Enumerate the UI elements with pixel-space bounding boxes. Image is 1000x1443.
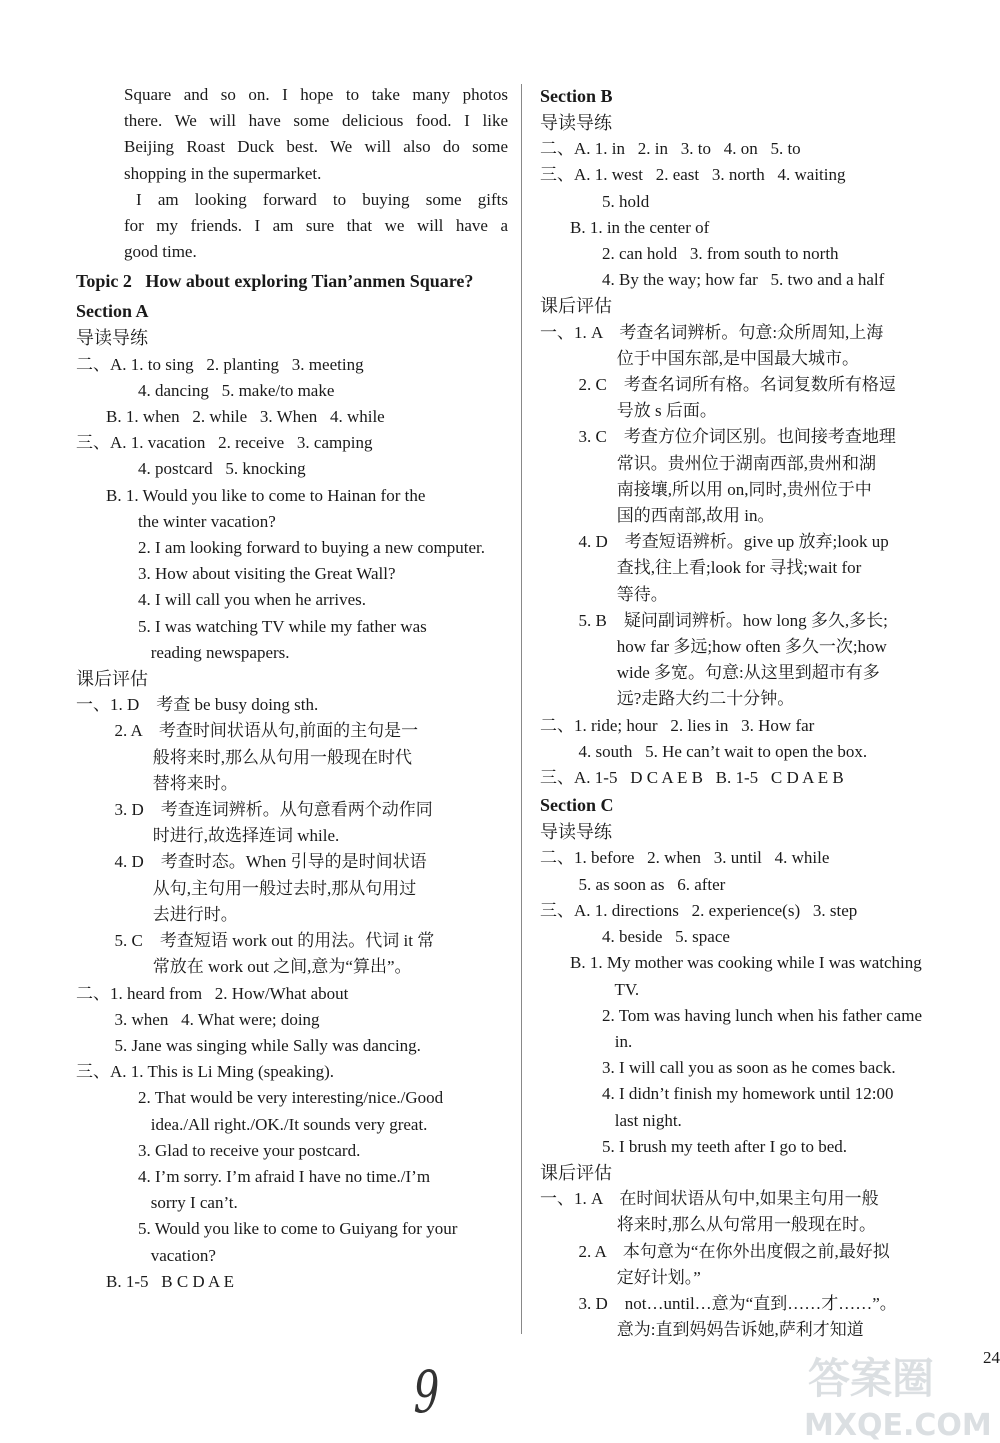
answer-line: how far 多远;how often 多久一次;how [570,637,887,657]
answer-line: 三、A. 1. west 2. east 3. north 4. waiting [540,165,846,185]
answer-line: 南接壤,所以用 on,同时,贵州位于中 [570,479,872,499]
subsection-heading: 导读导练 [540,113,612,133]
subsection-heading: 导读导练 [76,328,148,349]
handwritten-page-mark: 9 [413,1358,440,1426]
watermark-bottom-text: MXQE.COM [804,1408,992,1443]
answer-line: 去进行时。 [106,904,238,924]
answer-line: 2. A 本句意为“在你外出度假之前,最好拟 [570,1241,890,1261]
subsection-heading: 课后评估 [76,669,148,690]
answer-line: 将来时,那么从句常用一般现在时。 [570,1215,876,1235]
answer-line: 3. C 考查方位介词区别。也间接考查地理 [570,427,896,447]
topic-title: Topic 2 How about exploring Tian’anmen Square? [76,271,474,292]
answer-line: 位于中国东部,是中国最大城市。 [570,348,859,368]
answer-line: idea./All right./OK./It sounds very great. [138,1114,428,1134]
answer-line: 国的西南部,故用 in。 [570,506,775,526]
answer-line: 4. D 考查时态。When 引导的是时间状语 [106,852,427,872]
answer-line: 常识。贵州位于湖南西部,贵州和湖 [570,453,876,473]
answer-line: 4. I’m sorry. I’m afraid I have no time./I’m [138,1166,431,1186]
section-heading: Section B [540,86,613,106]
paragraph-line: Beijing Roast Duck best. We will also do some [124,137,508,157]
paragraph-line: I am looking forward to buying some gifts [136,189,508,209]
answer-line: 一、1. A 在时间状语从句中,如果主句用一般 [540,1189,879,1209]
answer-line: 般将来时,那么从句用一般现在时代 [106,747,412,767]
right-column [540,82,970,1343]
answer-line: 3. when 4. What were; doing [106,1009,320,1029]
column-divider [521,84,522,1334]
answer-line: 4. By the way; how far 5. two and a half [602,270,885,290]
left-column [76,82,508,1295]
answer-line: 2. C 考查名词所有格。名词复数所有格逗 [570,375,896,395]
answer-line: 三、A. 1. directions 2. experience(s) 3. step [540,900,858,920]
answer-line: 4. D 考查短语辨析。give up 放弃;look up [570,532,889,552]
section-heading: Section A [76,301,149,322]
answer-line: 4. I will call you when he arrives. [138,590,367,610]
answer-line: 4. postcard 5. knocking [138,459,306,479]
subsection-heading: 课后评估 [540,1162,612,1183]
answer-line: 5. Would you like to come to Guiyang for your [138,1219,458,1239]
answer-line: 一、1. D 考查 be busy doing sth. [76,695,319,715]
answer-line: 二、A. 1. to sing 2. planting 3. meeting [76,354,364,374]
answer-line: 4. south 5. He can’t wait to open the box. [570,741,868,761]
answer-line: wide 多宽。句意:从这里到超市有多 [570,663,880,683]
answer-line: 2. A 考查时间状语从句,前面的主句是一 [106,721,419,741]
paragraph-line: Square and so on. I hope to take many photos [124,85,508,104]
answer-line: 二、1. ride; hour 2. lies in 3. How far [540,715,815,735]
answer-line: 3. Glad to receive your postcard. [138,1140,361,1160]
answer-line: in. [602,1031,633,1051]
answer-line: 5. B 疑问副词辨析。how long 多久,多长; [570,610,888,630]
answer-line: 远?走路大约二十分钟。 [570,689,795,709]
page-number: 24 [983,1348,1000,1367]
answer-line: 从句,主句用一般过去时,那从句用过 [106,878,417,898]
answer-line: 三、A. 1-5 D C A E B B. 1-5 C D A E B [540,768,844,788]
answer-line: B. 1. Would you like to come to Hainan for the [106,485,426,505]
answer-line: 4. beside 5. space [602,927,730,947]
answer-line: 一、1. A 考查名词辨析。句意:众所周知,上海 [540,322,884,342]
answer-line: TV. [602,979,640,999]
answer-line: 2. can hold 3. from south to north [602,244,839,264]
answer-line: 等待。 [570,584,668,604]
answer-line: vacation? [138,1245,216,1265]
answer-line: 3. D not…until…意为“直到……才……”。 [570,1293,897,1313]
answer-line: 2. I am looking forward to buying a new computer. [138,538,486,558]
answer-line: 二、1. before 2. when 3. until 4. while [540,848,830,868]
answer-line: 3. D 考查连词辨析。从句意看两个动作同 [106,800,433,820]
paragraph-line: there. We will have some delicious food. I like [124,111,508,131]
answer-line: sorry I can’t. [138,1193,238,1213]
answer-line: 4. dancing 5. make/to make [138,380,335,400]
answer-line: 替将来时。 [106,773,238,793]
answer-line: 5. Jane was singing while Sally was dancing. [106,1035,421,1055]
answer-line: 常放在 work out 之间,意为“算出”。 [106,957,412,977]
answer-line: 查找,往上看;look for 寻找;wait for [570,558,862,578]
answer-line: 二、A. 1. in 2. in 3. to 4. on 5. to [540,139,801,159]
answer-line: 二、1. heard from 2. How/What about [76,983,349,1003]
answer-line: 2. Tom was having lunch when his father came [602,1005,922,1025]
answer-line: B. 1. in the center of [570,217,710,237]
answer-line: 定好计划。” [570,1267,701,1287]
answer-line: 4. I didn’t finish my homework until 12:00 [602,1084,894,1104]
watermark-logo [800,1345,1000,1443]
answer-line: 三、A. 1. This is Li Ming (speaking). [76,1062,334,1082]
answer-line: B. 1-5 B C D A E [106,1271,234,1291]
section-heading: Section C [540,795,614,816]
answer-line: reading newspapers. [138,642,290,662]
answer-line: 号放 s 后面。 [570,401,717,421]
answer-line: B. 1. My mother was cooking while I was watching [570,953,922,973]
answer-line: last night. [602,1110,682,1130]
answer-line: 5. C 考查短语 work out 的用法。代词 it 常 [106,931,435,951]
answer-line: 5. I brush my teeth after I go to bed. [602,1136,848,1156]
watermark-top-text: 答案圈 [808,1354,935,1403]
answer-line: B. 1. when 2. while 3. When 4. while [106,407,385,427]
answer-line: 2. That would be very interesting/nice./Good [138,1088,444,1108]
answer-line: 5. hold [602,191,650,211]
answer-line: 时进行,故选择连词 while. [106,826,340,846]
answer-line: 5. as soon as 6. after [570,874,726,894]
subsection-heading: 导读导练 [540,822,612,843]
answer-line: 5. I was watching TV while my father was [138,616,427,636]
answer-line: 三、A. 1. vacation 2. receive 3. camping [76,433,373,453]
answer-line: 意为:直到妈妈告诉她,萨利才知道 [570,1320,864,1340]
paragraph-line: for my friends. I am sure that we will have a [124,216,508,236]
paragraph-line: good time. [124,242,197,262]
answer-line: 3. I will call you as soon as he comes back. [602,1058,896,1078]
answer-line: 3. How about visiting the Great Wall? [138,564,396,584]
subsection-heading: 课后评估 [540,296,612,317]
paragraph-line: shopping in the supermarket. [124,163,322,183]
answer-line: the winter vacation? [138,511,276,531]
